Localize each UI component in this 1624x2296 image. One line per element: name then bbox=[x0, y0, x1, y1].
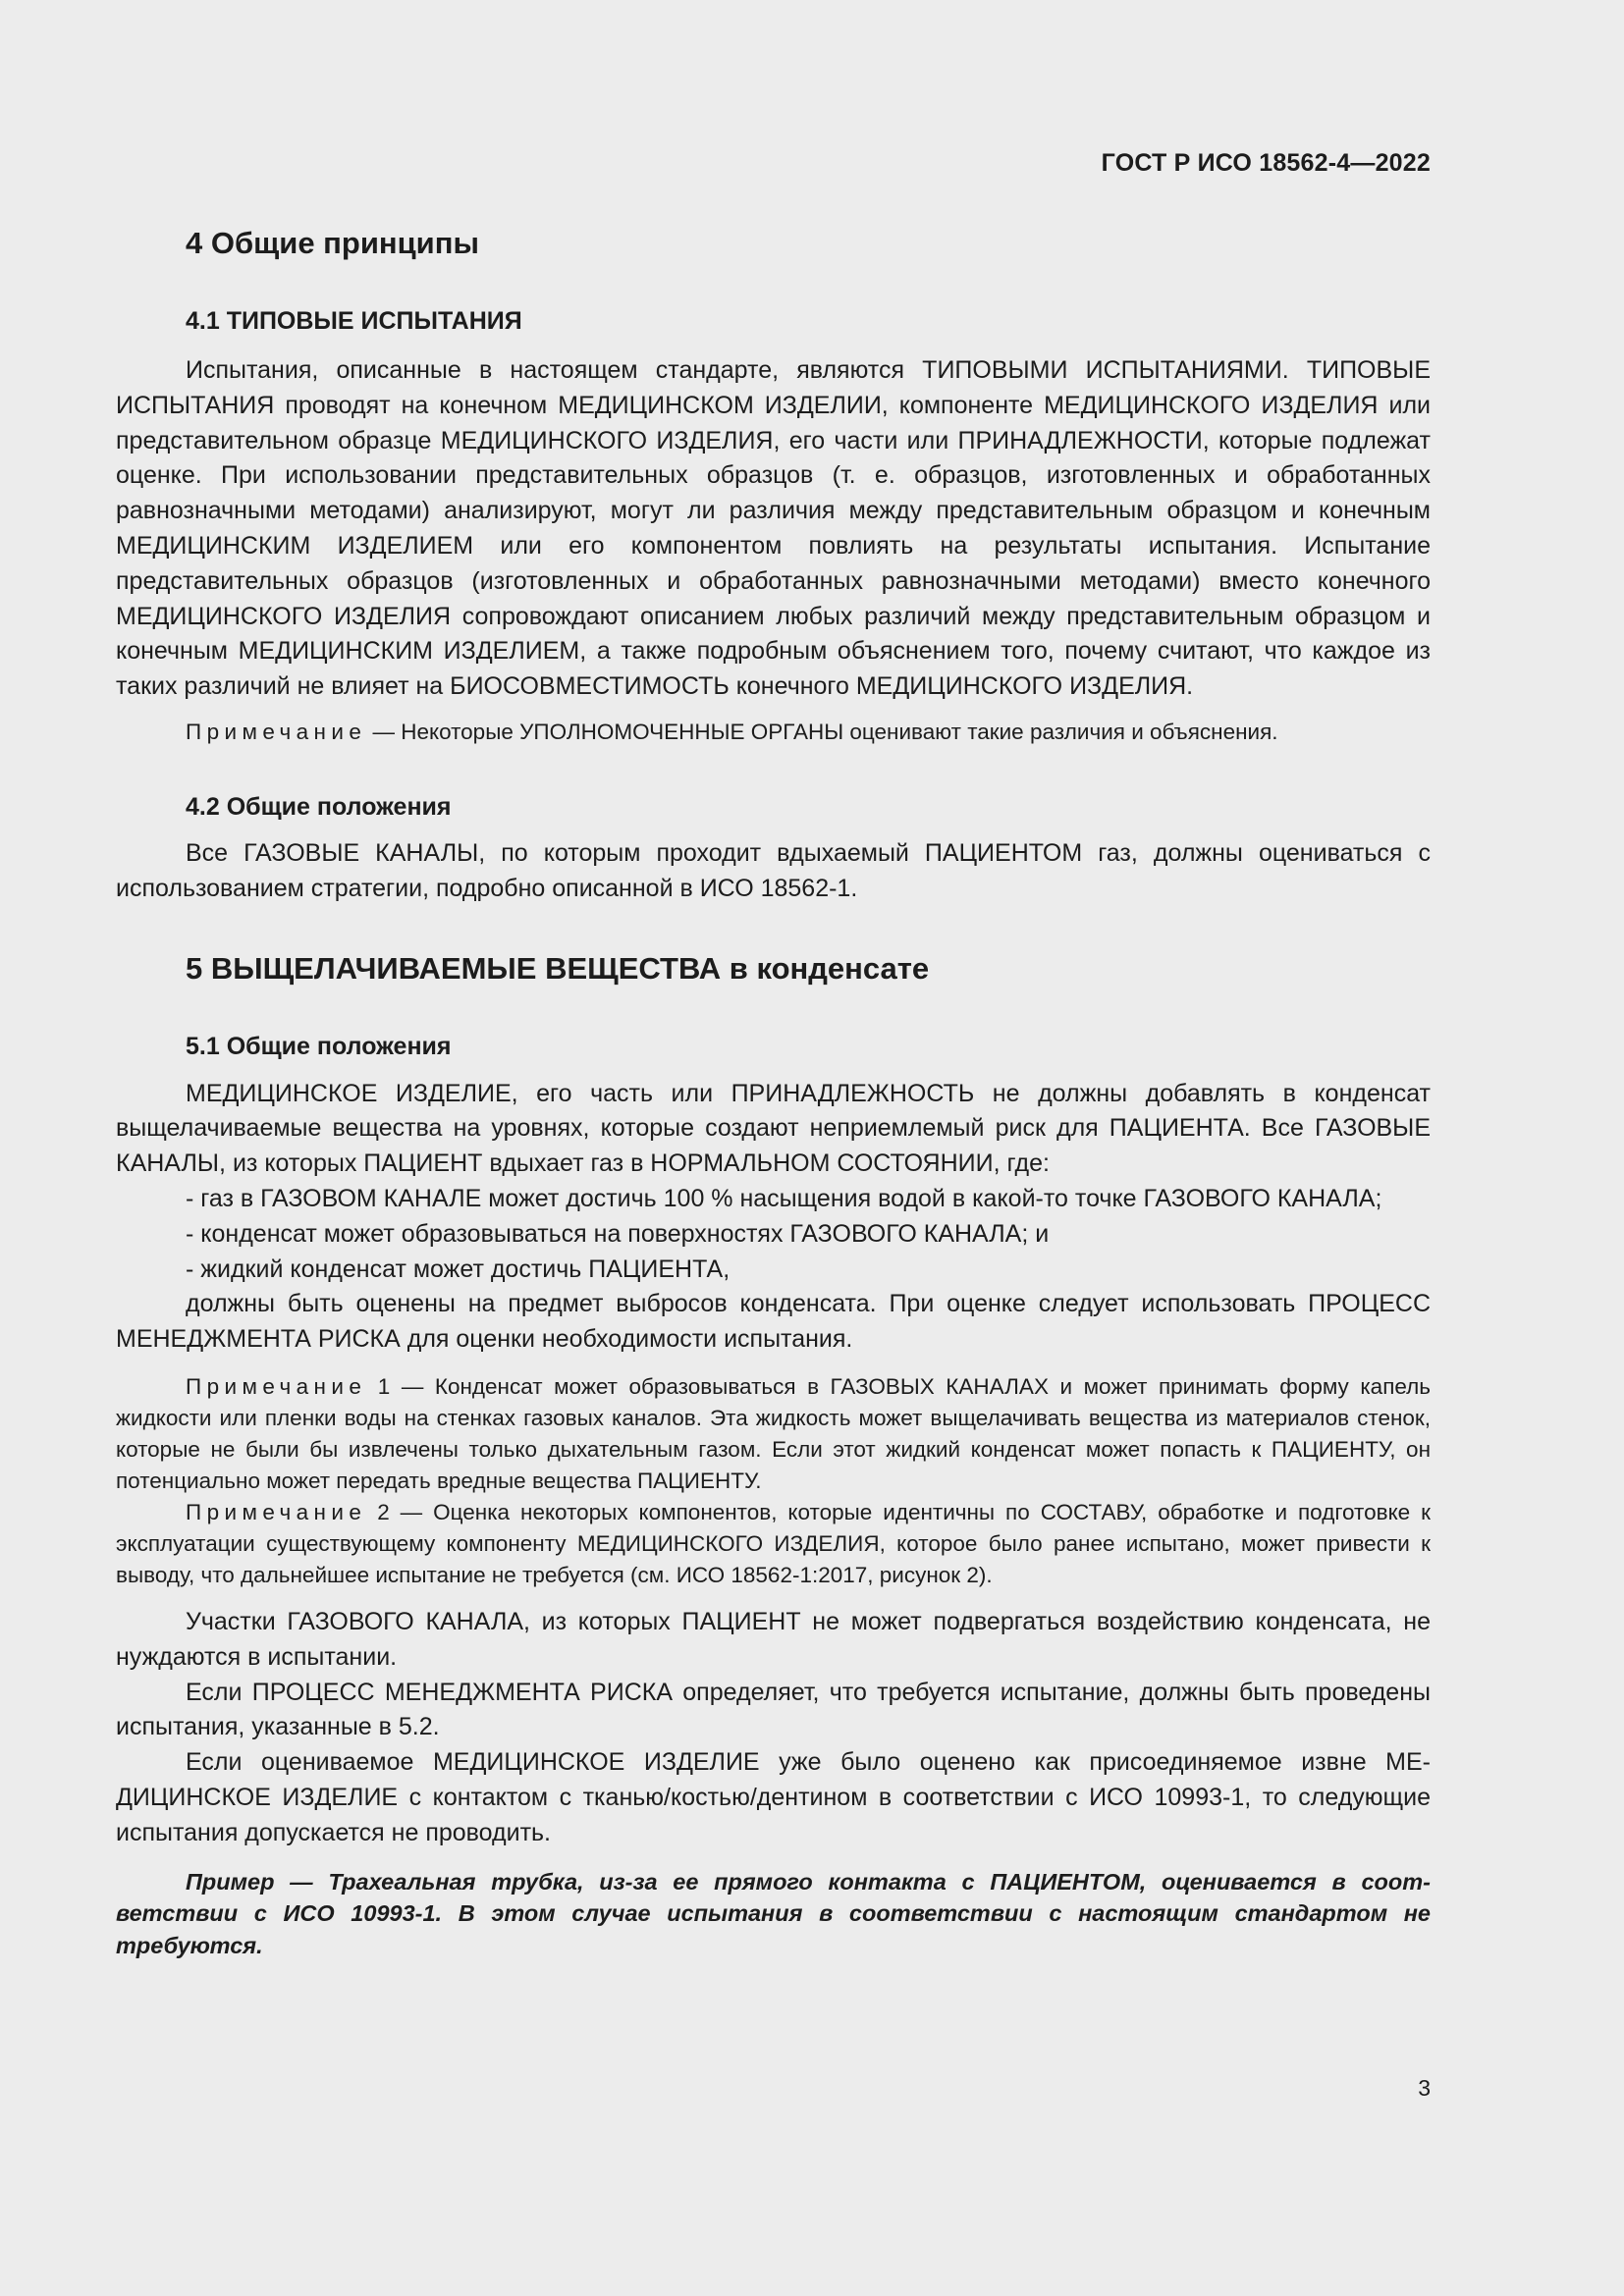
section-5-1-note-2 bbox=[116, 1497, 1431, 1591]
list-item: - жидкий конденсат может достичь ПАЦИЕНТА, bbox=[186, 1255, 731, 1283]
section-5-1-note-1 bbox=[116, 1371, 1431, 1497]
section-5-1-paragraph-3: Участки ГАЗОВОГО КАНАЛА, из которых ПАЦИЕНТ не может подвергаться воздействию конденсата, не нуждаются в испытании. bbox=[116, 1607, 1431, 1671]
section-4-1-note bbox=[116, 717, 1431, 748]
section-4-2-paragraph: Все ГАЗОВЫЕ КАНАЛЫ, по которым проходит вдыхаемый ПАЦИЕНТОМ газ, должны оцениваться с использованием стратегии, подробно описанной в ИСО 18562-1. bbox=[116, 838, 1431, 902]
note-text: — Некоторые УПОЛНОМОЧЕННЫЕ ОРГАНЫ оценивают такие различия и объяснения. bbox=[366, 719, 1278, 744]
note-label: Примечание bbox=[186, 1373, 367, 1399]
section-5-1-example: Пример — Трахеальная трубка, из-за ее прямого контакта с ПАЦИЕНТОМ, оценивается в соответствии с ИСО 10993-1. В этом случае испытания в соответствии с настоящим стандартом не требуются. bbox=[116, 1868, 1431, 1958]
section-4-2-heading: 4.2 Общие положения bbox=[186, 792, 452, 821]
section-4-1-heading: 4.1 ТИПОВЫЕ ИСПЫТАНИЯ bbox=[186, 307, 522, 335]
section-5-1-paragraph-1: МЕДИЦИНСКОЕ ИЗДЕЛИЕ, его часть или ПРИНАДЛЕЖНОСТЬ не должны добавлять в конденсат выщелачиваемые вещества на уровнях, которые создают неприемлемый риск для ПАЦИЕНТА. Все ГАЗОВЫЕ КАНАЛЫ, из которых ПАЦИЕНТ вдыхает газ в НОРМАЛЬНОМ СОСТОЯНИИ, где: bbox=[116, 1079, 1431, 1178]
section-4-1-paragraph: Испытания, описанные в настоящем стандарте, являются ТИПОВЫМИ ИСПЫТАНИЯМИ. ТИПОВЫЕ ИСПЫТАНИЯ проводят на конечном МЕДИЦИНСКОМ ИЗДЕЛИИ, компоненте МЕДИЦИНСКОГО ИЗДЕЛИЯ или представительном образце МЕДИЦИНСКОГО ИЗДЕЛИЯ, его части или ПРИНАДЛЕЖНОСТИ, которые подлежат оценке. При использовании представительных образцов (т. е. образцов, изготовленных и обработанных равнозначными методами) анализируют, могут ли различия между представительным образцом и конечным МЕДИЦИНСКИМ ИЗДЕЛИЕМ или его компонентом повлиять на результаты испытания. Испытание представительных образцов (изготовленных и обработанных равнозначными методами) вместо конечного МЕДИЦИНСКОГО ИЗДЕЛИЯ сопровождают описанием любых различий между представительным образцом и конечным МЕДИЦИНСКИМ ИЗДЕЛИЕМ, а также подробным объяснением того, почему считают, что каждое из таких различий не влияет на БИОСОВМЕСТИМОСТЬ конечного МЕДИЦИНСКОГО ИЗДЕЛИЯ. bbox=[116, 356, 1431, 701]
document-code: ГОСТ Р ИСО 18562-4—2022 bbox=[1101, 149, 1431, 177]
note-label: Примечание bbox=[186, 1499, 367, 1524]
section-5-1-paragraph-5: Если оцениваемое МЕДИЦИНСКОЕ ИЗДЕЛИЕ уже было оценено как присоединяемое извне МЕДИЦИНСКОЕ ИЗДЕЛИЕ с контактом с тканью/костью/дентином в соответствии с ИСО 10993-1, то следующие испытания допускается не проводить. bbox=[116, 1748, 1431, 1846]
list-item: - газ в ГАЗОВОМ КАНАЛЕ может достичь 100 % насыщения водой в какой-то точке ГАЗОВОГО КАНАЛА; bbox=[186, 1184, 1382, 1212]
section-5-1-heading: 5.1 Общие положения bbox=[186, 1032, 452, 1060]
section-4-heading: 4 Общие принципы bbox=[186, 226, 479, 260]
page-number: 3 bbox=[1418, 2075, 1431, 2101]
section-5-1-paragraph-4: Если ПРОЦЕСС МЕНЕДЖМЕНТА РИСКА определяет, что требуется испытание, должны быть проведены испытания, указанные в 5.2. bbox=[116, 1678, 1431, 1741]
note-label: Примечание bbox=[186, 719, 367, 744]
section-5-1-paragraph-2: должны быть оценены на предмет выбросов конденсата. При оценке следует использовать ПРОЦЕСС МЕНЕДЖМЕНТА РИСКА для оценки необходимости испытания. bbox=[116, 1290, 1431, 1354]
list-item: - конденсат может образовываться на поверхностях ГАЗОВОГО КАНАЛА; и bbox=[186, 1219, 1050, 1248]
section-5-heading: 5 ВЫЩЕЛАЧИВАЕМЫЕ ВЕЩЕСТВА в конденсате bbox=[186, 950, 930, 986]
page-content bbox=[116, 224, 1431, 1961]
note-text: 1 — Конденсат может образовываться в ГАЗОВЫХ КАНАЛАХ и может принимать форму капель жидкости или пленки воды на стенках газовых каналов. Эта жидкость может выщелачивать вещества из материалов стенок, которые не были бы извлечены только дыхательным газом. Если этот жидкий конденсат может попасть к ПАЦИЕНТУ, он потенциально может передать вредные вещества ПАЦИЕНТУ. bbox=[116, 1373, 1431, 1493]
note-text: 2 — Оценка некоторых компонентов, которые идентичны по СОСТАВУ, обработке и подготовке к эксплуатации существующему компоненту МЕДИЦИНСКОГО ИЗДЕЛИЯ, которое было ранее испытано, может привести к выводу, что дальнейшее испытание не требуется (см. ИСО 18562-1:2017, рисунок 2). bbox=[116, 1499, 1431, 1587]
